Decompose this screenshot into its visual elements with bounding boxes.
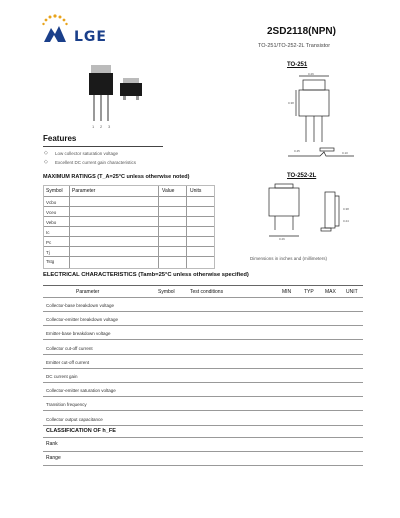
feature-bullet-2: ◇ (44, 159, 48, 165)
features-rule (43, 146, 163, 147)
brand-logo (38, 12, 138, 46)
svg-text:0.26: 0.26 (279, 237, 285, 241)
max-ratings-symbol: Pc (46, 240, 52, 245)
feature-item-1: Low collector saturation voltage (55, 151, 119, 156)
elec-row-parameter: Collector cut-off current (46, 346, 93, 351)
max-ratings-header-value: Value (162, 188, 175, 194)
package-label-to251: TO-251 (287, 62, 308, 68)
max-ratings-symbol: Vcbo (46, 200, 57, 205)
to251-outline-drawing (270, 72, 380, 162)
elec-row-parameter: Collector output capacitance (46, 417, 103, 422)
max-ratings-symbol: Vceo (46, 210, 57, 215)
classification-heading: CLASSIFICATION OF h_FE (46, 428, 116, 434)
feature-item-2: Excellent DC current gain characteristics (55, 160, 137, 165)
elec-header-parameter: Parameter (76, 289, 100, 295)
svg-text:0.38: 0.38 (288, 101, 294, 105)
svg-text:0.45: 0.45 (294, 149, 300, 153)
dimensions-note: Dimensions in inches and (millimeters) (250, 256, 328, 261)
to252-outline-drawing (255, 182, 375, 252)
elec-row-parameter: Emitter cut-off current (46, 360, 90, 365)
max-ratings-header-symbol: Symbol (46, 188, 63, 194)
elec-row-parameter: Transition frequency (46, 402, 87, 407)
brand-name: LGE (74, 29, 107, 45)
part-subtitle: TO-251/TO-252-2L Transistor (258, 43, 331, 49)
max-ratings-symbol: Vebo (46, 220, 57, 225)
max-ratings-symbol: Tstg (46, 259, 55, 264)
svg-text:0.38: 0.38 (343, 207, 349, 211)
max-ratings-header-units: Units (190, 188, 202, 194)
elec-header-test-conditions: Test conditions (190, 289, 224, 295)
part-number-title: 2SD2118(NPN) (267, 26, 336, 37)
pin-label-2: 2 (100, 124, 103, 129)
elec-char-heading: ELECTRICAL CHARACTERISTICS (Tamb=25°C unless otherwise specified) (43, 272, 249, 278)
lge-sunburst-logo-icon (38, 12, 72, 46)
elec-header-typ: TYP (304, 289, 314, 295)
pin-label-1: 1 (92, 124, 95, 129)
svg-text:0.24: 0.24 (343, 219, 349, 223)
features-heading: Features (43, 134, 77, 143)
max-ratings-header-parameter: Parameter (72, 188, 96, 194)
classification-rank-label: Rank (46, 441, 58, 447)
elec-header-symbol: Symbol (158, 289, 175, 295)
classification-range-label: Range (46, 455, 61, 461)
elec-header-min: MIN (282, 289, 292, 295)
elec-row-parameter: Emitter-base breakdown voltage (46, 331, 111, 336)
max-ratings-heading: MAXIMUM RATINGS (T_A=25°C unless otherwise noted) (43, 174, 190, 180)
elec-header-max: MAX (325, 289, 336, 295)
svg-text:0.26: 0.26 (308, 72, 314, 76)
feature-bullet-1: ◇ (44, 150, 48, 156)
svg-text:0.10: 0.10 (342, 151, 348, 155)
package-label-to252: TO-252-2L (287, 173, 317, 179)
max-ratings-symbol: Tj (46, 250, 50, 255)
product-photo-to251 (88, 65, 114, 123)
elec-row-parameter: DC current gain (46, 374, 78, 379)
elec-row-parameter: Collector-base breakdown voltage (46, 303, 115, 308)
elec-row-parameter: Collector-emitter breakdown voltage (46, 317, 119, 322)
max-ratings-table (43, 185, 215, 269)
elec-row-parameter: Collector-emitter saturation voltage (46, 388, 116, 393)
elec-header-unit: UNIT (346, 289, 358, 295)
product-photo-to252 (120, 78, 142, 100)
max-ratings-symbol: Ic (46, 230, 50, 235)
pin-label-3: 3 (108, 124, 111, 129)
